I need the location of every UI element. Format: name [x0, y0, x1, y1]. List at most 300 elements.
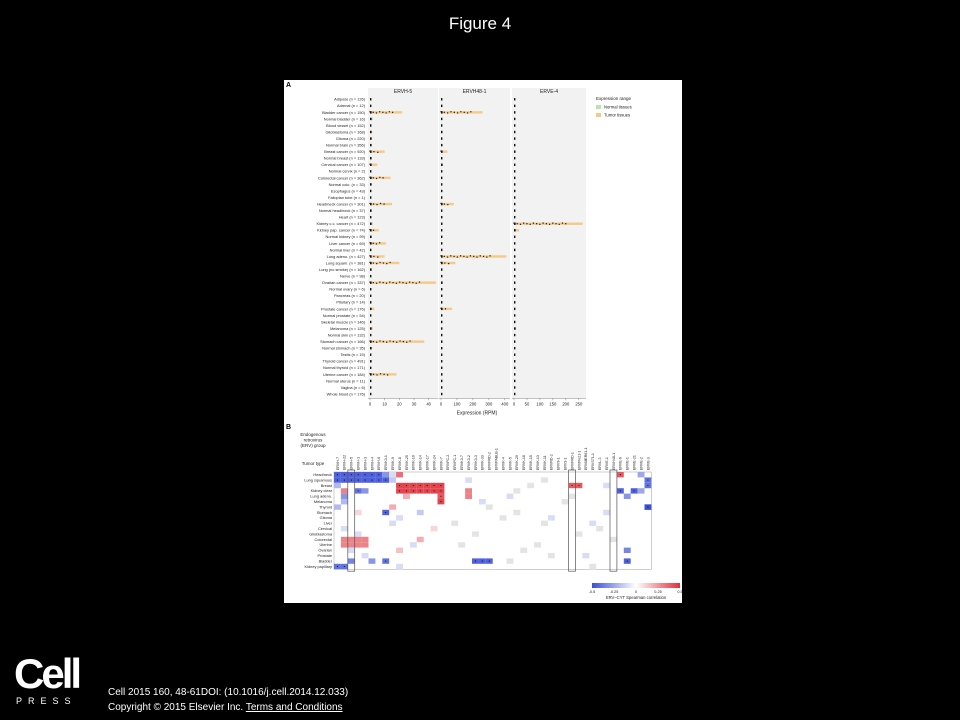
- column-label: ERVK-9: [390, 457, 395, 470]
- x-tick-label: 150: [549, 401, 557, 407]
- legend-label-normal: Normal tissues: [604, 104, 632, 110]
- expression-median-mark: [441, 380, 442, 382]
- column-label: ERVH48-1: [611, 452, 616, 470]
- column-label: ERVE-6: [618, 457, 623, 470]
- expression-median-mark: [514, 334, 515, 336]
- heatmap-cell: [334, 483, 341, 488]
- sample-point: [389, 111, 390, 112]
- expression-median-mark: [441, 209, 442, 211]
- significance-dot: [647, 507, 648, 508]
- expression-median-mark: [441, 236, 442, 238]
- sample-point: [369, 150, 370, 151]
- significance-dot: [344, 474, 345, 475]
- expression-median-mark: [514, 111, 515, 113]
- sample-point: [383, 262, 384, 263]
- expression-median-mark: [514, 203, 515, 205]
- row-label: Normal bladder (n = 16): [323, 116, 365, 122]
- tumor-row-label: Glioblastoma: [309, 531, 332, 537]
- expression-median-mark: [370, 124, 371, 126]
- sample-point: [529, 224, 530, 225]
- expression-median-mark: [441, 321, 442, 323]
- sample-point: [467, 112, 468, 113]
- figure-svg: [284, 80, 682, 603]
- column-label: ERVH-5: [349, 456, 354, 470]
- expression-median-mark: [441, 268, 442, 270]
- legend-swatch-tumor: [596, 113, 601, 117]
- significance-dot: [434, 490, 435, 491]
- expression-median-mark: [514, 183, 515, 185]
- significance-dot: [344, 480, 345, 481]
- x-tick-label: 30: [411, 401, 417, 407]
- significance-dot: [482, 561, 483, 562]
- sample-point: [377, 152, 378, 153]
- sample-point: [457, 112, 458, 113]
- copyright-line: [108, 700, 348, 715]
- expression-median-mark: [514, 314, 515, 316]
- sample-point: [376, 374, 377, 375]
- sample-point: [379, 177, 380, 178]
- x-tick-label: 200: [469, 401, 477, 407]
- figure-panel: [284, 80, 682, 603]
- column-label: ERVK-33: [480, 455, 485, 470]
- significance-dot: [413, 485, 414, 486]
- colorbar-tick-label: -0.25: [609, 590, 619, 594]
- expression-median-mark: [514, 347, 515, 349]
- expression-median-mark: [441, 288, 442, 290]
- row-label: Liver cancer (n = 69): [329, 240, 365, 246]
- heatmap-cell: [389, 504, 396, 509]
- heatmap-cell-neutral: [507, 558, 514, 563]
- tumor-row-label: Cervical: [317, 526, 332, 531]
- sample-point: [383, 374, 384, 375]
- heatmap-cell: [355, 510, 362, 515]
- x-tick-label: 50: [524, 401, 530, 407]
- facet-title: ERVH-5: [393, 89, 413, 95]
- expression-median-mark: [514, 327, 516, 329]
- significance-dot: [440, 490, 441, 491]
- heatmap-cell: [417, 510, 424, 515]
- sample-point: [382, 112, 383, 113]
- sample-point: [552, 222, 553, 223]
- heatmap-cell-neutral: [486, 504, 493, 509]
- sample-point: [376, 263, 377, 264]
- significance-dot: [440, 501, 441, 502]
- sample-point: [440, 150, 441, 151]
- sample-point: [447, 256, 448, 257]
- column-label: ERV9-1: [556, 457, 561, 470]
- expression-median-mark: [441, 275, 442, 277]
- expression-median-mark: [441, 373, 442, 375]
- expression-median-mark: [370, 288, 371, 290]
- row-label: Vagina (n = 6): [340, 384, 365, 390]
- sample-point: [517, 223, 518, 224]
- expression-median-mark: [514, 308, 515, 310]
- column-label: ERVE-1: [625, 457, 630, 470]
- sample-point: [460, 111, 461, 112]
- citation-line: Cell 2015 160, 48-61DOI: (10.1016/j.cell.2014.12.033): [108, 687, 349, 698]
- heatmap-cell-neutral: [569, 494, 576, 499]
- colorbar-tick-label: 0.25: [654, 590, 662, 594]
- expression-median-mark: [514, 281, 515, 283]
- logo-press-text: PRESS: [16, 696, 77, 706]
- colorbar-tick-label: 0.5: [677, 590, 683, 594]
- column-label: ERVK-7: [439, 457, 444, 470]
- expression-median-mark: [370, 295, 371, 297]
- column-label: ERVK3-1: [384, 455, 389, 470]
- heatmap-cell-neutral: [472, 531, 479, 536]
- column-label: ERVK3-2: [466, 455, 471, 470]
- expression-median-mark: [370, 327, 372, 329]
- expression-median-mark: [370, 170, 371, 172]
- sample-point: [476, 256, 477, 257]
- sample-point: [377, 256, 378, 257]
- expression-median-mark: [370, 223, 372, 225]
- sample-point: [453, 256, 454, 257]
- expression-median-mark: [441, 170, 442, 172]
- significance-dot: [358, 474, 359, 475]
- expression-median-mark: [441, 334, 442, 336]
- heatmap-cell: [362, 553, 369, 558]
- expression-median-mark: [441, 196, 442, 198]
- sample-point: [539, 224, 540, 225]
- column-label: ERVH-7: [335, 456, 340, 470]
- column-label: ERVS71-1: [591, 453, 596, 470]
- sample-point: [376, 283, 377, 284]
- expression-median-mark: [441, 216, 442, 218]
- heatmap-cell: [396, 515, 403, 520]
- expression-median-mark: [441, 314, 442, 316]
- sample-point: [470, 255, 471, 256]
- sample-point: [376, 243, 377, 244]
- sample-point: [389, 281, 390, 282]
- row-label: Prostate cancer (n = 176): [320, 306, 365, 312]
- heatmap-cell: [465, 477, 472, 482]
- expression-median-mark: [441, 229, 442, 231]
- expression-median-mark: [441, 367, 442, 369]
- expression-median-mark: [370, 209, 372, 211]
- expression-median-mark: [514, 144, 515, 146]
- x-tick-label: 0: [368, 401, 372, 407]
- heatmap-cell: [382, 472, 389, 477]
- expression-median-mark: [514, 196, 515, 198]
- expression-median-mark: [514, 255, 515, 257]
- tumor-row-label: Uterine: [319, 542, 332, 548]
- heatmap-cell-neutral: [589, 564, 596, 569]
- sample-point: [376, 178, 377, 179]
- facet-title: ERVE-4: [540, 89, 558, 95]
- terms-link[interactable]: Terms and Conditions: [245, 702, 343, 713]
- significance-dot: [337, 474, 338, 475]
- column-label: ERVK-4: [501, 457, 506, 470]
- sample-point: [412, 282, 413, 283]
- sample-point: [409, 281, 410, 282]
- expression-median-mark: [514, 373, 515, 375]
- expression-median-mark: [514, 340, 515, 342]
- expression-median-mark: [514, 157, 515, 159]
- sample-point: [369, 255, 370, 256]
- significance-dot: [413, 490, 414, 491]
- sample-point: [565, 223, 566, 224]
- figure-title: Figure 4: [448, 14, 512, 33]
- column-label: ERVK3-3: [473, 455, 478, 470]
- significance-dot: [475, 561, 476, 562]
- row-label: Melanoma (n = 125): [330, 325, 365, 331]
- row-label: Normal thyroid (n = 171): [322, 365, 365, 371]
- sample-point: [448, 263, 449, 264]
- expression-median-mark: [441, 124, 442, 126]
- heatmap-cell-neutral: [500, 515, 507, 520]
- row-label: Kidney pap. cancer (n = 74): [317, 227, 365, 233]
- sample-point: [402, 282, 403, 283]
- column-label: ERVK-8: [397, 457, 402, 470]
- sample-point: [369, 340, 370, 341]
- sample-point: [369, 177, 370, 178]
- colorbar-label: ERV–CYT Spearman correlation: [605, 595, 667, 600]
- sample-point: [533, 222, 534, 223]
- tumor-row-label: Bladder: [318, 558, 332, 564]
- sample-point: [526, 223, 527, 224]
- x-tick-label: 20: [396, 401, 402, 407]
- expression-median-mark: [441, 223, 442, 225]
- expression-median-mark: [370, 354, 371, 356]
- sample-point: [389, 262, 390, 263]
- citation-block: [108, 685, 348, 715]
- sample-point: [373, 151, 374, 152]
- sample-point: [486, 256, 487, 257]
- heatmap-cell: [341, 537, 348, 542]
- row-label: Adipose (n = 126): [334, 96, 365, 102]
- column-label: ERVK-13: [535, 455, 540, 470]
- expression-median-mark: [370, 301, 371, 303]
- row-label: Lung squam. (n = 381): [325, 260, 365, 266]
- sample-point: [480, 255, 481, 256]
- sample-point: [463, 256, 464, 257]
- tumor-row-label: Lung squamous: [304, 477, 332, 483]
- sample-point: [369, 242, 370, 243]
- sample-point: [392, 112, 393, 113]
- sample-point: [369, 163, 370, 164]
- column-label: ERVK-10: [411, 455, 416, 470]
- expression-median-mark: [370, 321, 371, 323]
- significance-dot: [627, 561, 628, 562]
- expression-median-mark: [441, 301, 442, 303]
- expression-median-mark: [514, 262, 515, 264]
- expression-median-mark: [441, 164, 443, 166]
- significance-dot: [399, 485, 400, 486]
- sample-point: [445, 308, 446, 309]
- significance-dot: [647, 480, 648, 481]
- legend-title: Expression range: [596, 96, 632, 101]
- row-label: Thyroid cancer (n = 491): [322, 358, 365, 364]
- column-label: ERVFC-2: [446, 454, 451, 470]
- expression-range-bar: [370, 262, 399, 264]
- heatmap-cell-neutral: [458, 542, 465, 547]
- expression-median-mark: [370, 157, 372, 159]
- significance-dot: [378, 474, 379, 475]
- sample-point: [536, 223, 537, 224]
- column-label: ERVL-3: [597, 457, 602, 470]
- row-label: Normal prostate (n = 54): [322, 312, 365, 318]
- tumor-row-label: Ovarian: [318, 547, 332, 553]
- column-label: ERVH-3: [363, 456, 368, 470]
- sample-point: [373, 256, 374, 257]
- erv-group-header: Endogenous: [300, 432, 326, 437]
- expression-median-mark: [441, 386, 442, 388]
- significance-dot: [337, 480, 338, 481]
- heatmap-cell-neutral: [576, 531, 583, 536]
- sample-point: [380, 203, 381, 204]
- sample-point: [387, 374, 388, 375]
- sample-point: [440, 111, 441, 112]
- sample-point: [450, 111, 451, 112]
- expression-median-mark: [514, 177, 515, 179]
- sample-point: [466, 256, 467, 257]
- sample-point: [489, 255, 490, 256]
- sample-point: [392, 282, 393, 283]
- column-label: ERVPABLB-1: [494, 448, 499, 470]
- significance-dot: [371, 474, 372, 475]
- column-label: ERVRD-2: [549, 454, 554, 470]
- row-label: Lung adeno. (n = 427): [326, 253, 365, 259]
- column-label: ERVH-22: [342, 454, 347, 470]
- heatmap-cell: [507, 494, 514, 499]
- heatmap-cell-neutral: [527, 483, 534, 488]
- row-label: Testis (n = 15): [340, 352, 365, 358]
- significance-dot: [620, 490, 621, 491]
- significance-dot: [427, 485, 428, 486]
- significance-dot: [489, 561, 490, 562]
- column-label: ERVE-2: [639, 457, 644, 470]
- row-label: Ovarian cancer (n = 337): [321, 280, 365, 286]
- expression-median-mark: [441, 242, 442, 244]
- expression-median-mark: [370, 360, 372, 362]
- tumor-row-label: Prostate: [317, 553, 332, 558]
- tumor-row-label: Glioma: [319, 515, 332, 521]
- expression-median-mark: [441, 393, 442, 395]
- significance-dot: [371, 480, 372, 481]
- sample-point: [447, 204, 448, 205]
- sample-point: [406, 283, 407, 284]
- heatmap-cell: [341, 494, 348, 499]
- sample-point: [383, 203, 384, 204]
- column-label: ERVFRD-1: [570, 452, 575, 470]
- heatmap-cell: [417, 537, 424, 542]
- tumor-row-label: Melanoma: [313, 499, 332, 504]
- heatmap-cell-neutral: [534, 542, 541, 547]
- heatmap-cell: [548, 515, 555, 520]
- heatmap-cell: [355, 531, 362, 536]
- colorbar-tick-label: 0: [634, 590, 638, 594]
- expression-median-mark: [370, 190, 371, 192]
- significance-dot: [385, 512, 386, 513]
- significance-dot: [406, 490, 407, 491]
- sample-point: [559, 224, 560, 225]
- expression-median-mark: [370, 386, 371, 388]
- sample-point: [379, 281, 380, 282]
- expression-median-mark: [370, 118, 372, 120]
- x-tick-label: 40: [426, 401, 432, 407]
- tumor-row-label: Kidney clear: [310, 488, 332, 494]
- expression-median-mark: [441, 190, 442, 192]
- sample-point: [549, 224, 550, 225]
- expression-median-mark: [441, 177, 442, 179]
- heatmap-cell: [389, 472, 396, 477]
- column-label: ERVK-11: [542, 455, 547, 470]
- expression-median-mark: [370, 131, 372, 133]
- significance-dot: [572, 485, 573, 486]
- sample-point: [386, 283, 387, 284]
- expression-median-mark: [441, 118, 442, 120]
- expression-median-mark: [441, 340, 442, 342]
- significance-dot: [620, 474, 621, 475]
- copyright-text: Copyright © 2015 Elsevier Inc.: [108, 702, 244, 713]
- sample-point: [373, 341, 374, 342]
- row-label: Normal brain (n = 356): [325, 142, 365, 148]
- heatmap-cell-neutral: [610, 537, 617, 542]
- sample-point: [513, 222, 514, 223]
- expression-median-mark: [370, 308, 372, 310]
- column-label: ERVH-1: [356, 456, 361, 470]
- logo-cell-text: Cell: [14, 650, 80, 697]
- expression-median-mark: [514, 131, 515, 133]
- column-label: ERVK3-7: [459, 455, 464, 470]
- x-tick-label: 0: [512, 401, 516, 407]
- expression-median-mark: [514, 249, 515, 251]
- row-label: Normal kidney (n = 99): [325, 234, 365, 240]
- facet-title: ERVH48-1: [462, 89, 487, 95]
- heatmap-cell: [465, 488, 472, 493]
- tumor-row-label: Colorectal: [314, 536, 332, 542]
- row-label: Kidney c.c. cancer (n = 472): [316, 221, 365, 227]
- sample-point: [380, 373, 381, 374]
- row-label: Pancreas (n = 20): [333, 293, 365, 299]
- column-label: ERVH-4: [370, 456, 375, 470]
- heatmap-cell: [348, 542, 355, 547]
- sample-point: [444, 203, 445, 204]
- sample-point: [382, 177, 383, 178]
- column-label: ERVK-24: [432, 455, 437, 470]
- heatmap-cell: [396, 564, 403, 569]
- row-label: Normal ovary (n = 6): [329, 286, 365, 292]
- tumor-row-label: Lung adeno.: [310, 493, 332, 499]
- sample-point: [373, 230, 374, 231]
- column-label: ERVK-14: [418, 455, 423, 470]
- significance-dot: [440, 496, 441, 497]
- expression-median-mark: [441, 295, 442, 297]
- expression-median-mark: [441, 157, 442, 159]
- row-label: Uterine cancer (n = 184): [322, 371, 365, 377]
- row-label: Colorectal cancer (n = 362): [317, 175, 365, 181]
- expression-median-mark: [514, 275, 515, 277]
- heatmap-cell: [638, 472, 645, 477]
- heatmap-cell: [431, 526, 438, 531]
- column-label: ERVFRD-2: [487, 452, 492, 470]
- heatmap-cell: [369, 558, 376, 563]
- heatmap-cell: [389, 521, 396, 526]
- sample-point: [369, 111, 370, 112]
- tumor-row-label: Breast: [320, 482, 332, 488]
- colorbar-tick-label: -0.5: [588, 590, 596, 594]
- sample-point: [379, 340, 380, 341]
- expression-median-mark: [370, 137, 372, 139]
- row-label: Glioma (n = 220): [335, 135, 365, 141]
- row-label: Normal uterus (n = 11): [326, 378, 365, 384]
- sample-point: [450, 255, 451, 256]
- expression-median-mark: [370, 314, 371, 316]
- expression-median-mark: [514, 216, 515, 218]
- sample-point: [520, 224, 521, 225]
- heatmap-cell: [403, 494, 410, 499]
